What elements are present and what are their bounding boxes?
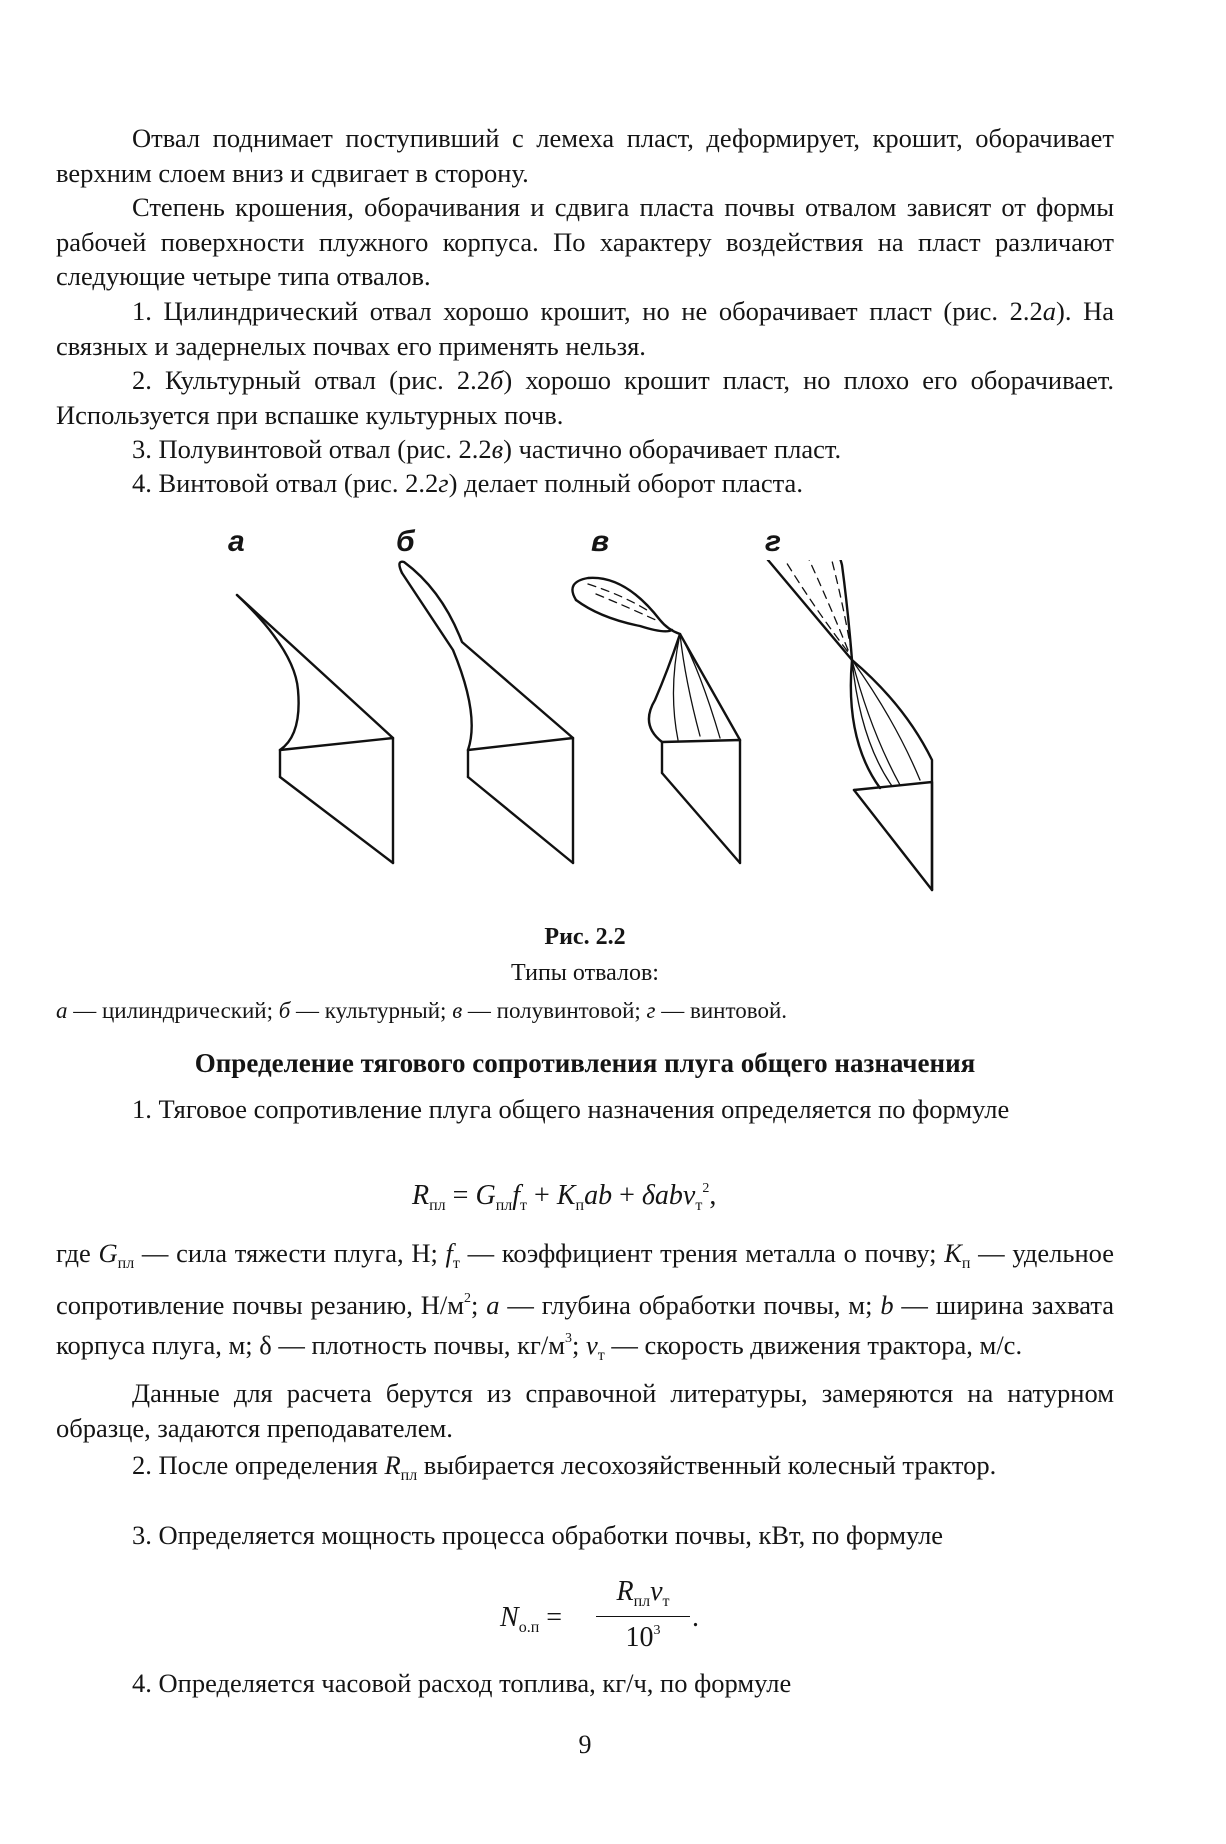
figure-caption-subtitle: Типы отвалов:	[511, 960, 659, 986]
paragraph-variable-definitions: где $G_{пл}$ — сила тяжести плуга, Н; $f_т$ — коэффициент трения металла о почву; $K_п$ — удельное сопротивление почвы резанию, $Н/м^2$; a — глубина обработки почвы, м; b — ширина захвата корпуса плуга, м; δ — плотность почвы, $кг/м^3$; $v_т$ — скорость движения трактора, м/с.	[56, 1238, 1115, 1364]
paragraph-data-source: Данные для расчета берутся из справочной литературы, замеряются на натурном образце, задаются преподавателем.	[56, 1378, 1114, 1443]
paragraph-moldboard-types-intro: Степень крошения, оборачивания и сдвига пласта почвы отвалом зависят от формы рабочей поверхности плужного корпуса. По характеру воздействия на пласт различают следующие четыре типа отвалов.	[56, 192, 1114, 291]
moldboard-types-figure	[0, 560, 1226, 920]
paragraph-traction-formula-intro: 1. Тяговое сопротивление плуга общего назначения определяется по формуле	[132, 1094, 1010, 1124]
paragraph-cultural: 2. Культурный отвал (рис. 2.2б) хорошо крошит пласт, но плохо его оборачивает. Используется при вспашке культурных почв.	[56, 365, 1114, 430]
section-heading: Определение тягового сопротивления плуга общего назначения	[194, 1048, 976, 1078]
figure-label-v: в	[591, 525, 610, 558]
figure-legend: а — цилиндрический; б — культурный; в — полувинтовой; г — винтовой.	[56, 998, 788, 1023]
paragraph-tractor-selection: 2. После определения $R_{пл}$ выбирается лесохозяйственный колесный трактор.	[132, 1450, 997, 1484]
page-number: 9	[578, 1730, 592, 1759]
document-page: Отвал поднимает поступивший с лемеха пласт, деформирует, крошит, оборачивает верхним слоем вниз и сдвигает в сторону. Степень крошения, оборачивания и сдвига пласта почвы отвалом зависят от формы рабочей поверхности плужного корпуса. По характеру воздействия на пласт различают следующие четыре типа отвалов. 1. Цилиндрический отвал хорошо крошит, но не оборачивает пласт (рис. 2.2а). На связных и задернелых почвах его применять нельзя. 2. Культурный отвал (рис. 2.2б) хорошо крошит пласт, но плохо его оборачивает. Используется при вспашке культурных почв. 3. Полувинтовой отвал (рис. 2.2в) частично оборачивает пласт. 4. Винтовой отвал (рис. 2.2г) делает полный оборот пласта. а б в г Рис. 2.2 Типы отвалов: а — цилиндрический; б — культурный; в — полувинтовой; г — винтовой. Определение тягового сопротивления плуга общего назначения 1. Тяговое сопротивление плуга общего назначения определяется по формуле $R_{пл} = G_{пл}f_т + K_пab + \delta abv_т^2$, где $G_{пл}$ — сила тяжести плуга, Н; $f_т$ — коэффициент трения металла о почву; $K_п$ — удельное сопротивление почвы резанию, $Н/м^2$; a — глубина обработки почвы, м; b — ширина захвата корпуса плуга, м; δ — плотность почвы, $кг/м^3$; $v_т$ — скорость движения трактора, м/с. Данные для расчета берутся из справочной литературы, замеряются на натурном образце, задаются преподавателем. 2. После определения $R_{пл}$ выбирается лесохозяйственный колесный трактор. 3. Определяется мощность процесса обработки почвы, кВт, по формуле $N_{о.п}$ = $R_{пл}v_т$ $10^3$ . 4. Определяется часовой расход топлива, кг/ч, по формуле 9	[0, 0, 1226, 1844]
paragraph-moldboard-function: Отвал поднимает поступивший с лемеха пласт, деформирует, крошит, оборачивает верхним слоем вниз и сдвигает в сторону.	[56, 123, 1114, 188]
figure-label-b: б	[396, 525, 415, 558]
paragraph-fuel-formula-intro: 4. Определяется часовой расход топлива, кг/ч, по формуле	[132, 1668, 792, 1698]
paragraph-power-formula-intro: 3. Определяется мощность процесса обработки почвы, кВт, по формуле	[132, 1520, 944, 1550]
moldboard-semi-helical	[572, 578, 740, 863]
paragraph-helical: 4. Винтовой отвал (рис. 2.2г) делает полный оборот пласта.	[132, 468, 803, 498]
figure-caption-title: Рис. 2.2	[544, 924, 626, 950]
figure-label-g: г	[765, 525, 782, 558]
moldboard-cultural	[399, 562, 573, 863]
moldboard-helical	[765, 560, 932, 890]
moldboard-cylindrical	[237, 595, 393, 863]
paragraph-cylindrical: 1. Цилиндрический отвал хорошо крошит, но не оборачивает пласт (рис. 2.2а). На связных и задернелых почвах его применять нельзя.	[56, 296, 1114, 361]
paragraph-semi-helical: 3. Полувинтовой отвал (рис. 2.2в) частично оборачивает пласт.	[132, 434, 842, 464]
formula-traction-resistance: $R_{пл} = G_{пл}f_т + K_пab + \delta abv_т^2$,	[412, 1180, 717, 1214]
figure-label-a: а	[228, 525, 245, 558]
